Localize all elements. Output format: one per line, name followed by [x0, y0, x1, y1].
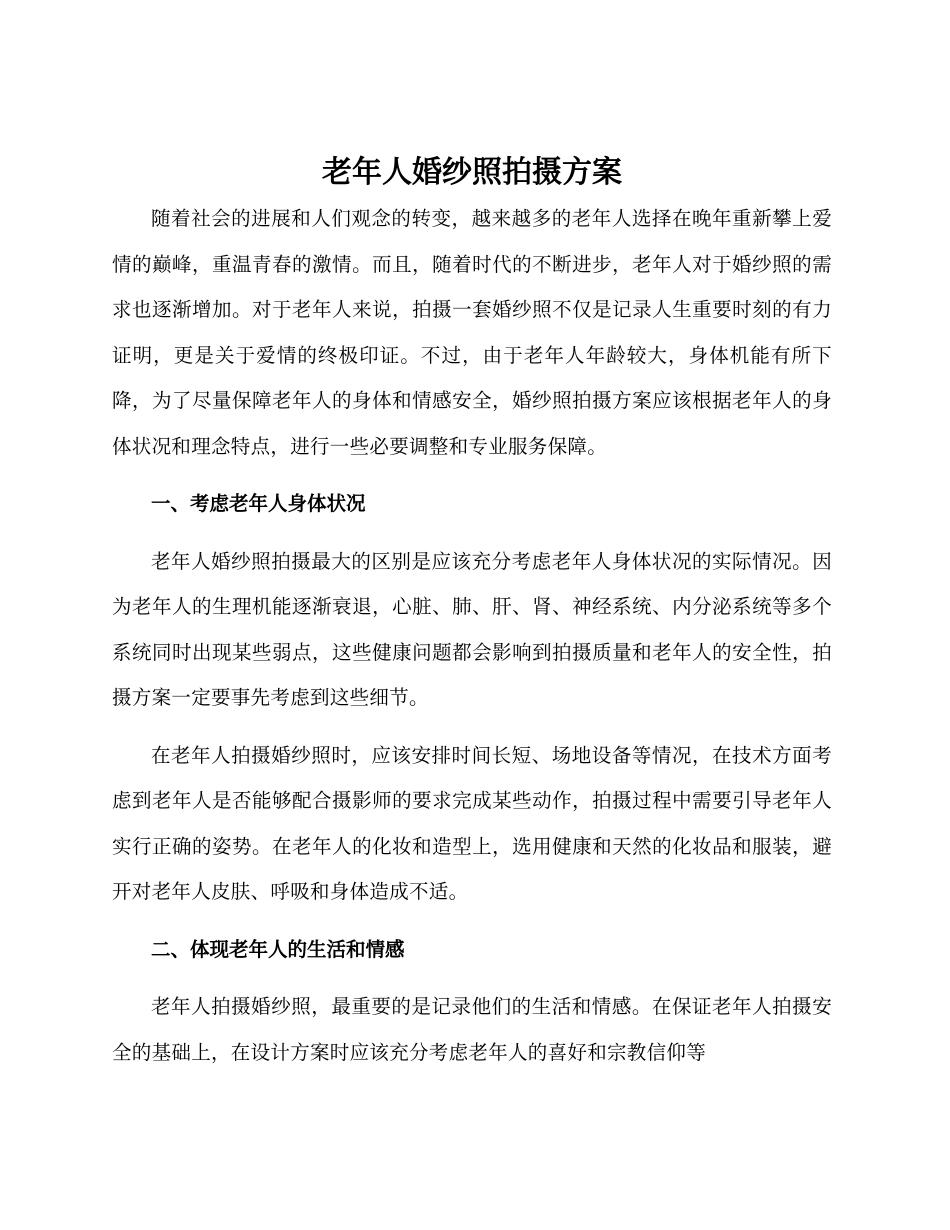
document-page [112, 150, 832, 1075]
document-title: 老年人婚纱照拍摄方案 [322, 155, 622, 190]
spacer [112, 527, 832, 539]
spacer [112, 915, 832, 927]
spacer [112, 721, 832, 733]
spacer [112, 972, 832, 984]
section-2-paragraph-1: 老年人拍摄婚纱照，最重要的是记录他们的生活和情感。在保证老年人拍摄安全的基础上，在设计方案时应该充分考虑老年人的喜好和宗教信仰等 [112, 995, 832, 1064]
spacer [112, 469, 832, 481]
section-1-paragraph-2: 在老年人拍摄婚纱照时，应该安排时间长短、场地设备等情况，在技术方面考虑到老年人是否能够配合摄影师的要求完成某些动作，拍摄过程中需要引导老年人实行正确的姿势。在老年人的化妆和造型上，选用健康和天然的化妆品和服装，避开对老年人皮肤、呼吸和身体造成不适。 [112, 743, 832, 903]
intro-paragraph: 随着社会的进展和人们观念的转变，越来越多的老年人选择在晚年重新攀上爱情的巅峰，重温青春的激情。而且，随着时代的不断进步，老年人对于婚纱照的需求也逐渐增加。对于老年人来说，拍摄一套婚纱照不仅是记录人生重要时刻的有力证明，更是关于爱情的终极印证。不过，由于老年人年龄较大，身体机能有所下降，为了尽量保障老年人的身体和情感安全，婚纱照拍摄方案应该根据老年人的身体状况和理念特点，进行一些必要调整和专业服务保障。 [112, 207, 832, 458]
section-1-paragraph-1: 老年人婚纱照拍摄最大的区别是应该充分考虑老年人身体状况的实际情况。因为老年人的生理机能逐渐衰退，心脏、肺、肝、肾、神经系统、内分泌系统等多个系统同时出现某些弱点，这些健康问题都会影响到拍摄质量和老年人的安全性，拍摄方案一定要事先考虑到这些细节。 [112, 549, 832, 709]
section-heading-2: 二、体现老年人的生活和情感 [151, 937, 405, 961]
section-heading-1: 一、考虑老年人身体状况 [151, 492, 366, 515]
